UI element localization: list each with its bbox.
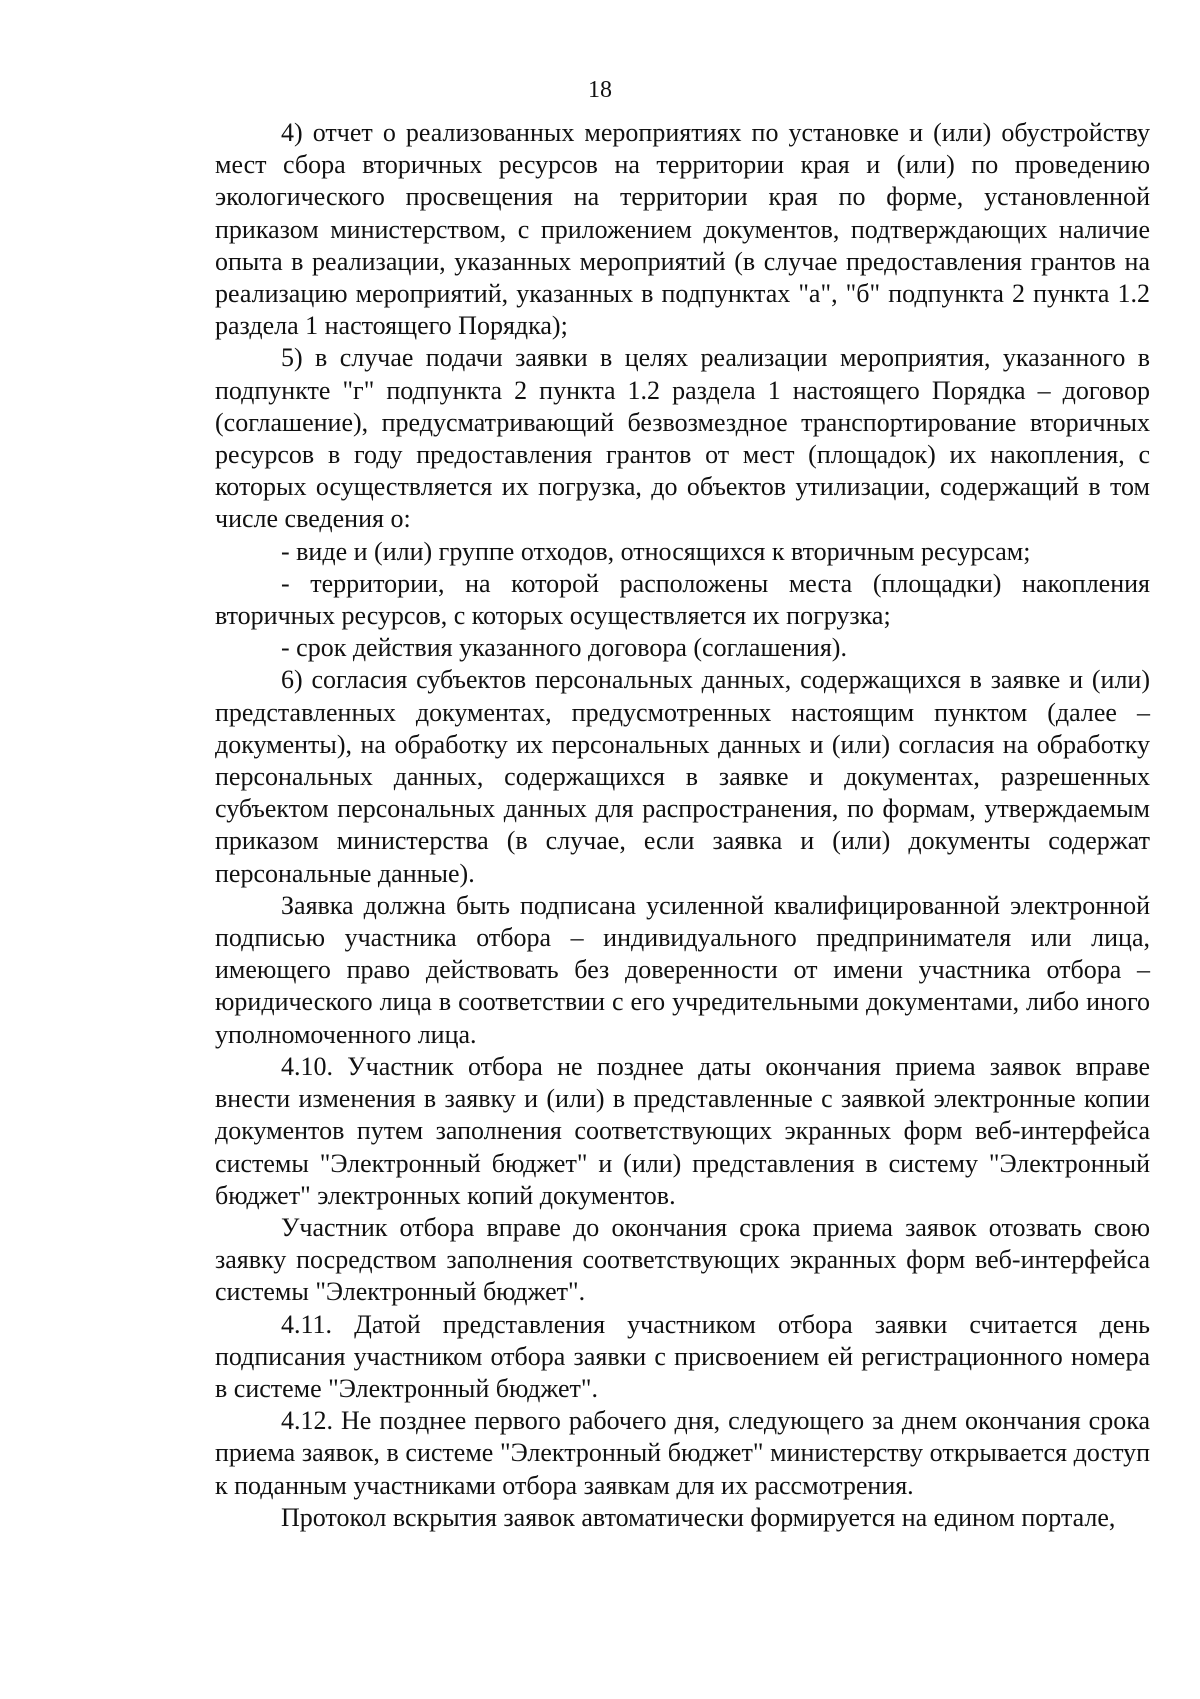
- paragraph-item-5-contract: 5) в случае подачи заявки в целях реализации мероприятия, указанного в подпункте "г" подпункта 2 пункта 1.2 раздела 1 настоящего Порядка – договор (соглашение), предусматривающий безвозмездное транспортирование вторичных ресурсов в году предоставления грантов от мест (площадок) их накопления, с которых осуществляется их погрузка, до объектов утилизации, содержащий в том числе сведения о:: [215, 343, 1150, 534]
- paragraph-item-6-consent: 6) согласия субъектов персональных данных, содержащихся в заявке и (или) представленных документах, предусмотренных настоящим пунктом (далее – документы), на обработку их персональных данных и (или) согласия на обработку персональных данных, содержащихся в заявке и документах, разрешенных субъектом персональных данных для распространения, по формам, утверждаемым приказом министерства (в случае, если заявка и (или) документы содержат персональные данные).: [215, 665, 1150, 888]
- paragraph-4-11: 4.11. Датой представления участником отбора заявки считается день подписания участником отбора заявки с присвоением ей регистрационного номера в системе "Электронный бюджет".: [215, 1309, 1150, 1403]
- paragraph-item-4-report: 4) отчет о реализованных мероприятиях по установке и (или) обустройству мест сбора вторичных ресурсов на территории края и (или) по проведению экологического просвещения на территории края по форме, установленной приказом министерством, с приложением документов, подтверждающих наличие опыта в реализации, указанных мероприятий (в случае предоставления грантов на реализацию мероприятий, указанных в подпунктах "а", "б" подпункта 2 пункта 1.2 раздела 1 настоящего Порядка);: [215, 118, 1150, 341]
- paragraph-protocol: Протокол вскрытия заявок автоматически формируется на едином портале,: [281, 1502, 1116, 1532]
- paragraph-withdrawal: Участник отбора вправе до окончания срока приема заявок отозвать свою заявку посредством заполнения соответствующих экранных форм веб-интерфейса системы "Электронный бюджет".: [215, 1212, 1150, 1307]
- paragraph-contract-term: - срок действия указанного договора (соглашения).: [281, 633, 847, 663]
- paragraph-waste-type: - виде и (или) группе отходов, относящихся к вторичным ресурсам;: [281, 536, 1031, 566]
- paragraph-4-12: 4.12. Не позднее первого рабочего дня, следующего за днем окончания срока приема заявок, в системе "Электронный бюджет" министерству открывается доступ к поданным участниками отбора заявкам для их рассмотрения.: [215, 1406, 1150, 1500]
- page-number: 18: [588, 77, 612, 103]
- document-body: [215, 117, 1150, 1534]
- paragraph-4-10: 4.10. Участник отбора не позднее даты окончания приема заявок вправе внести изменения в заявку и (или) в представленные с заявкой электронные копии документов путем заполнения соответствующих экранных форм веб-интерфейса системы "Электронный бюджет" и (или) представления в систему "Электронный бюджет" электронных копий документов.: [215, 1051, 1150, 1210]
- paragraph-territory: - территории, на которой расположены места (площадки) накопления вторичных ресурсов, с которых осуществляется их погрузка;: [215, 568, 1150, 631]
- paragraph-signature: Заявка должна быть подписана усиленной квалифицированной электронной подписью участника отбора – индивидуального предпринимателя или лица, имеющего право действовать без доверенности от имени участника отбора – юридического лица в соответствии с его учредительными документами, либо иного уполномоченного лица.: [215, 890, 1150, 1049]
